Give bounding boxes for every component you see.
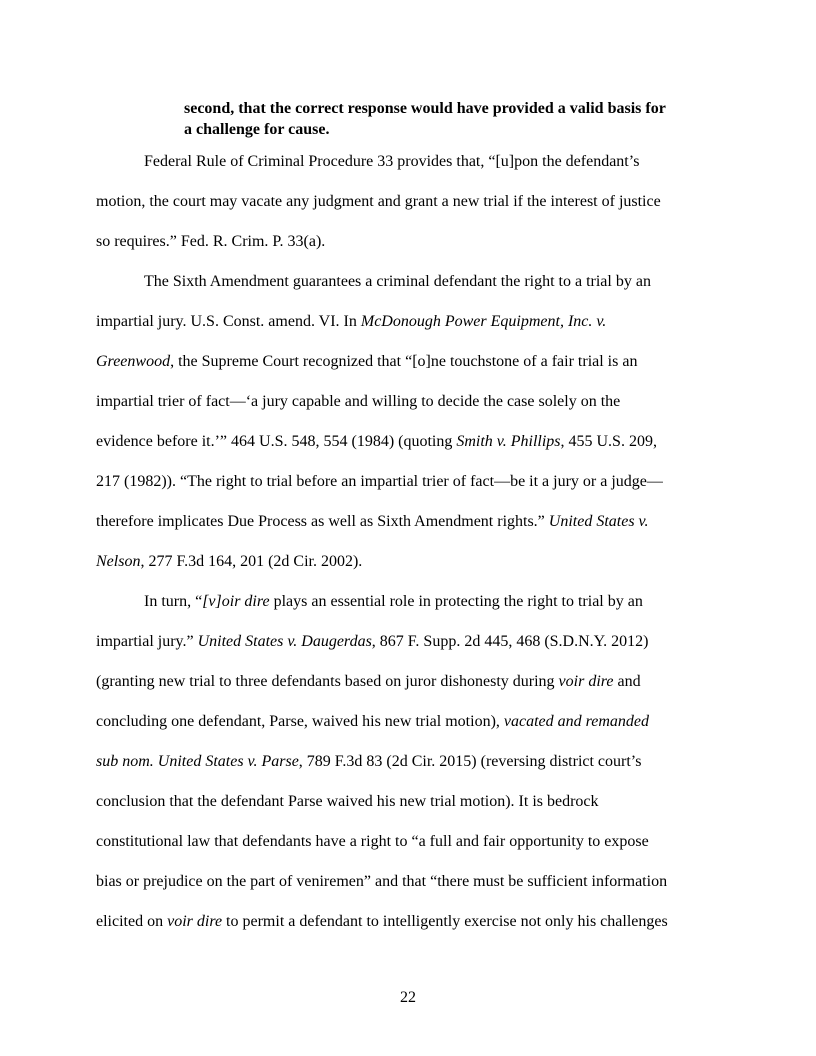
- text-line: [96, 672, 641, 692]
- text-segment: impartial jury. U.S. Const. amend. VI. In: [96, 313, 361, 330]
- italic-citation: Nelson: [96, 553, 141, 570]
- text-line: [96, 312, 606, 332]
- text-segment: elicited on: [96, 913, 168, 930]
- italic-citation: McDonough Power Equipment, Inc. v.: [360, 313, 607, 330]
- text-segment: Federal Rule of Criminal Procedure 33 provides that, “[u]pon the defendant’s: [144, 153, 640, 170]
- text-segment: constitutional law that defendants have a right to “a full and fair opportunity to expose: [96, 833, 649, 850]
- text-segment: , the Supreme Court recognized that “[o]ne touchstone of a fair trial is an: [170, 353, 638, 370]
- text-segment: bias or prejudice on the part of veniremen” and that “there must be sufficient information: [96, 873, 668, 890]
- text-line: [96, 872, 667, 892]
- text-line: [96, 472, 663, 492]
- italic-citation: United States v.: [548, 513, 649, 530]
- text-segment: , 277 F.3d 164, 201 (2d Cir. 2002).: [140, 553, 363, 570]
- italic-citation: voir dire: [558, 673, 614, 690]
- text-line: [96, 512, 648, 532]
- text-line: [96, 752, 641, 772]
- text-segment: plays an essential role in protecting the right to trial by an: [269, 593, 643, 610]
- italic-citation: voir dire: [167, 913, 223, 930]
- text-line: [96, 232, 325, 252]
- text-segment: impartial jury.”: [96, 633, 198, 650]
- heading-line-2: a challenge for cause.: [184, 121, 330, 138]
- text-segment: 217 (1982)). “The right to trial before an impartial trier of fact—be it a jury or a judge—: [96, 473, 663, 490]
- italic-citation: sub nom. United States v. Parse: [96, 753, 299, 770]
- text-segment: concluding one defendant, Parse, waived his new trial motion),: [96, 713, 504, 730]
- text-line: [96, 392, 620, 412]
- italic-citation: Greenwood: [96, 353, 171, 370]
- italic-citation: [v]oir dire: [202, 593, 270, 610]
- text-segment: and: [613, 673, 641, 690]
- text-line: [96, 712, 649, 732]
- text-line: [96, 792, 599, 812]
- text-line: [96, 432, 657, 452]
- text-segment: , 867 F. Supp. 2d 445, 468 (S.D.N.Y. 2012): [371, 633, 649, 650]
- text-line: [144, 592, 643, 612]
- text-line: [96, 632, 648, 652]
- text-line: [144, 152, 639, 172]
- text-segment: , 789 F.3d 83 (2d Cir. 2015) (reversing district court’s: [298, 753, 642, 770]
- italic-citation: vacated and remanded: [503, 713, 650, 730]
- text-segment: (granting new trial to three defendants based on juror dishonesty during: [96, 673, 559, 690]
- text-segment: The Sixth Amendment guarantees a criminal defendant the right to a trial by an: [144, 273, 651, 290]
- text-segment: so requires.” Fed. R. Crim. P. 33(a).: [96, 233, 326, 250]
- text-line: [96, 832, 649, 852]
- text-line: [96, 552, 362, 572]
- text-line: [96, 192, 661, 212]
- text-segment: , 455 U.S. 209,: [560, 433, 657, 450]
- text-line: [96, 352, 637, 372]
- text-segment: evidence before it.’” 464 U.S. 548, 554 (1984) (quoting: [96, 433, 457, 450]
- section-heading: [184, 98, 724, 140]
- text-segment: motion, the court may vacate any judgment and grant a new trial if the interest of justice: [96, 193, 661, 210]
- text-segment: conclusion that the defendant Parse waived his new trial motion). It is bedrock: [96, 793, 599, 810]
- text-segment: therefore implicates Due Process as well as Sixth Amendment rights.”: [96, 513, 549, 530]
- heading-line-1: second, that the correct response would have provided a valid basis for: [184, 100, 666, 117]
- text-segment: impartial trier of fact—‘a jury capable and willing to decide the case solely on the: [96, 393, 621, 410]
- text-segment: In turn, “: [144, 593, 203, 610]
- page-number: 22: [400, 989, 416, 1006]
- italic-citation: United States v. Daugerdas: [197, 633, 372, 650]
- italic-citation: Smith v. Phillips: [456, 433, 561, 450]
- text-segment: to permit a defendant to intelligently exercise not only his challenges: [222, 913, 668, 930]
- text-line: [144, 272, 651, 292]
- text-line: [96, 912, 668, 932]
